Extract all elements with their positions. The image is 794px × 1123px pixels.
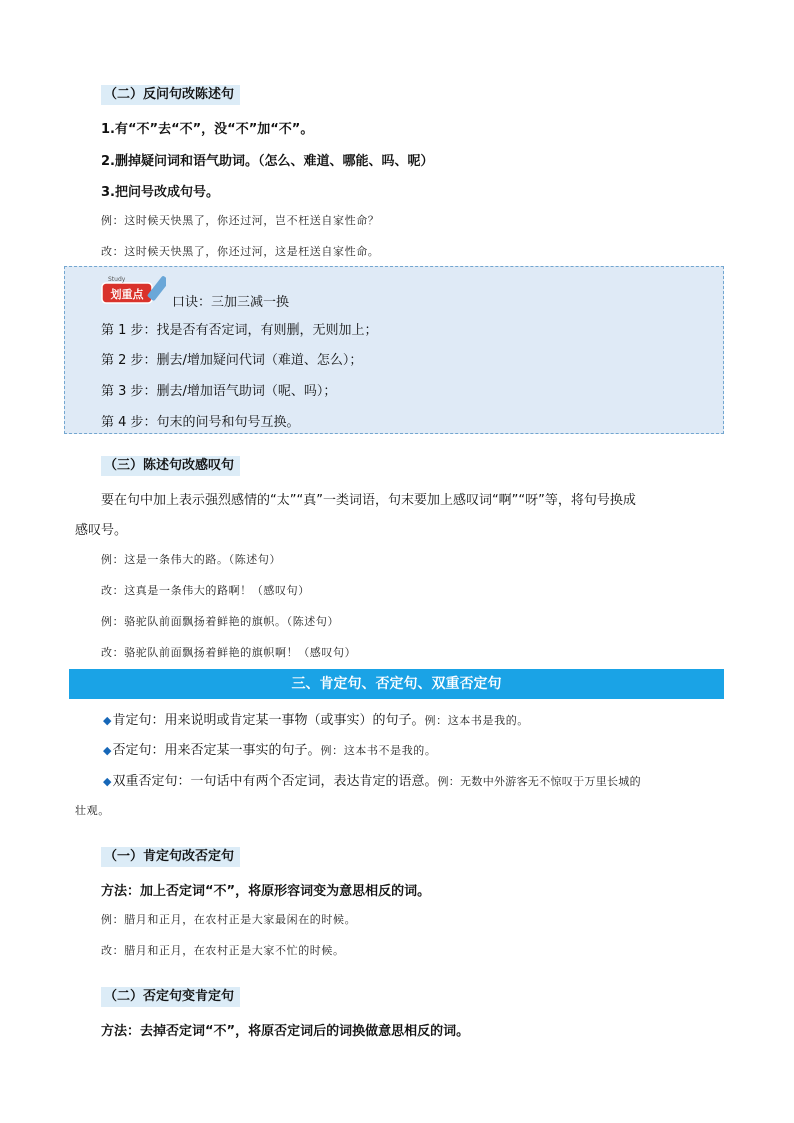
method-line: 方法：去掉否定词“不”，将原否定词后的词换做意思相反的词。: [101, 1024, 470, 1039]
example-line: 例：这是一条伟大的路。（陈述句）: [101, 553, 282, 566]
badge-top-text: Study: [108, 276, 126, 283]
definition-affirmative: [103, 709, 529, 728]
step-2: 第 2 步：删去/增加疑问代词（难道、怎么）；: [101, 353, 363, 368]
definition-text: ：用来否定某一事实的句子。: [151, 743, 321, 758]
revised-line: 改：骆驼队前面飘扬着鲜艳的旗帜啊！（感叹句）: [101, 646, 357, 659]
definition-example: 例：无数中外游客无不惊叹于万里长城的: [437, 775, 641, 788]
revised-line: 改：这时候天快黑了，你还过河，这是枉送自家性命。: [101, 245, 380, 258]
step-1: 第 1 步：找是否有否定词，有则删，无则加上；: [101, 323, 378, 338]
section-title-negative-to-affirm: （二）否定句变肯定句: [101, 987, 240, 1007]
definition-text: ：一句话中有两个否定词，表达肯定的语意。: [177, 774, 438, 789]
definition-double-negative: [103, 770, 641, 789]
term: 肯定句: [112, 713, 152, 728]
rule-1: 1.有“不”去“不”，没“不”加“不”。: [101, 122, 314, 137]
diamond-bullet-icon: ◆: [103, 744, 112, 757]
term: 否定句: [112, 743, 152, 758]
example-line: 例：这时候天快黑了，你还过河，岂不枉送自家性命？: [101, 214, 380, 227]
diamond-bullet-icon: ◆: [103, 775, 112, 788]
revised-line: 改：腊月和正月，在农村正是大家不忙的时候。: [101, 944, 345, 957]
revised-line: 改：这真是一条伟大的路啊！（感叹句）: [101, 584, 310, 597]
term: 双重否定句: [112, 774, 178, 789]
step-4: 第 4 步：句末的问号和句号互换。: [101, 415, 300, 430]
paragraph-line-1: 要在句中加上表示强烈感情的“太”“真”一类词语，句末要加上感叹词“啊”“呀”等，将句号换成: [101, 493, 636, 508]
section-title-exclamatory: （三）陈述句改感叹句: [101, 456, 240, 476]
tip-label: 口诀：三加三减一换: [172, 295, 290, 310]
definition-example: 例：这本书是我的。: [424, 714, 529, 727]
rule-2: 2.删掉疑问词和语气助词。（怎么、难道、哪能、吗、呢）: [101, 154, 434, 169]
example-line: 例：腊月和正月，在农村正是大家最闲在的时候。: [101, 913, 357, 926]
method-line: 方法：加上否定词“不”，将原形容词变为意思相反的词。: [101, 884, 431, 899]
definition-example: 例：这本书不是我的。: [320, 744, 437, 757]
step-3: 第 3 步：删去/增加语气助词（呢、吗）；: [101, 384, 337, 399]
diamond-bullet-icon: ◆: [103, 714, 112, 727]
badge-main-text: 划重点: [110, 288, 144, 301]
chapter-banner: 三、肯定句、否定句、双重否定句: [69, 669, 724, 699]
definition-text: ：用来说明或肯定某一事物（或事实）的句子。: [151, 713, 425, 728]
rule-3: 3.把问号改成句号。: [101, 185, 219, 200]
example-line: 例：骆驼队前面飘扬着鲜艳的旗帜。（陈述句）: [101, 615, 340, 628]
section-title-affirm-to-negative: （一）肯定句改否定句: [101, 847, 240, 867]
paragraph-line-2: 感叹号。: [75, 523, 128, 538]
definition-example-cont: 壮观。: [75, 804, 110, 817]
highlight-badge-icon: [98, 273, 166, 309]
section-title-rhetorical: （二）反问句改陈述句: [101, 85, 240, 105]
definition-negative: [103, 739, 437, 758]
